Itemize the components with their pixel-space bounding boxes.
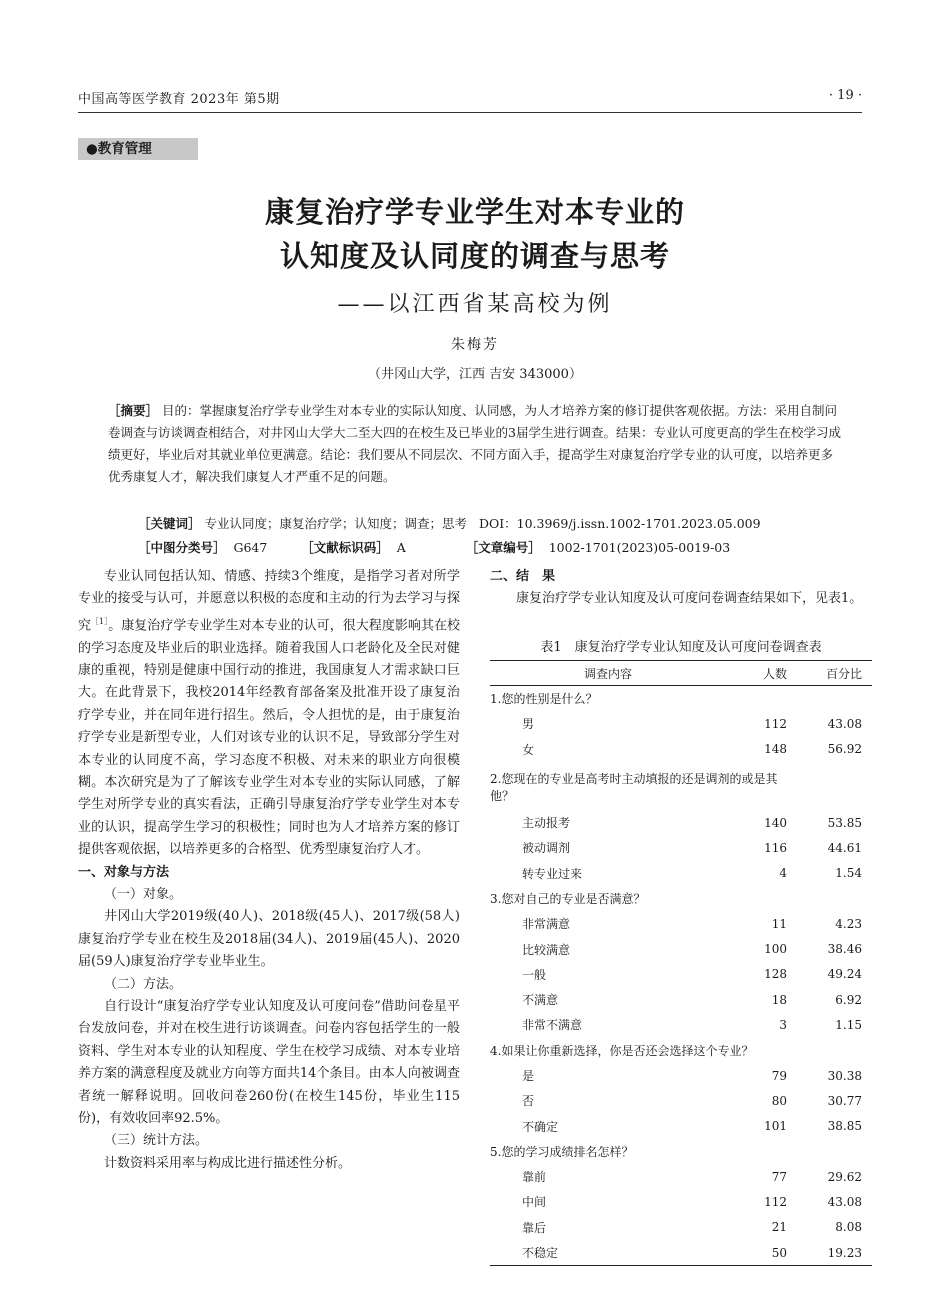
option-percent: 19.23 xyxy=(791,1240,872,1266)
right-column xyxy=(490,566,872,611)
question-5: 5.您的学习成绩排名怎样？ xyxy=(490,1144,634,1159)
affiliation: （井冈山大学，江西 吉安 343000） xyxy=(368,367,582,382)
page-number: · 19 · xyxy=(828,88,862,103)
subheading-method: （二）方法。 xyxy=(104,976,183,992)
option-percent: 38.85 xyxy=(827,1119,862,1134)
option-count: 116 xyxy=(764,840,787,855)
option-label: 靠后 xyxy=(522,1220,547,1235)
section-heading-methods: 一、对象与方法 xyxy=(78,864,170,880)
option-percent: 8.08 xyxy=(835,1220,862,1235)
option-percent: 43.08 xyxy=(827,716,862,731)
article-number-label: ［文章编号］ xyxy=(465,540,541,555)
table-row xyxy=(490,810,872,835)
article-number-value: 1002-1701(2023)05-0019-03 xyxy=(548,540,731,555)
option-count: 112 xyxy=(764,1194,787,1209)
survey-table xyxy=(490,660,872,1266)
keywords-text: 专业认同度；康复治疗学；认知度；调查；思考 xyxy=(204,516,468,531)
option-label: 不满意 xyxy=(522,993,559,1008)
option-label: 女 xyxy=(522,742,535,757)
header-percent: 百分比 xyxy=(791,661,872,686)
abstract-text: 目的：掌握康复治疗学专业学生对本专业的实际认知度、认同感，为人才培养方案的修订提供客观依据。方法：采用自制问卷调查与访谈调查相结合，对井冈山大学大二至大四的在校生及已毕业的3届学生进行调查。结果：专业认可度更高的学生在校学习成绩更好，毕业后对其就业单位更满意。结论：我们要从不同层次、不同方面入手，提高学生对康复治疗学专业的认可度，以培养更多优秀康复人才，解决我们康复人才严重不足的问题。 xyxy=(108,403,841,484)
table-row xyxy=(490,886,872,911)
table-row xyxy=(490,1164,872,1189)
subheading-stats: （三）统计方法。 xyxy=(104,1133,209,1149)
article-subtitle: ——以江西省某高校为例 xyxy=(337,292,613,317)
option-label: 男 xyxy=(522,717,535,732)
table-row xyxy=(490,1063,872,1088)
table-row xyxy=(490,1240,872,1266)
option-percent: 38.46 xyxy=(827,942,862,957)
option-label: 一般 xyxy=(522,967,547,982)
table-row xyxy=(490,1012,872,1037)
option-label: 非常不满意 xyxy=(522,1018,583,1033)
option-count: 112 xyxy=(764,716,787,731)
table-row xyxy=(490,762,872,810)
table-row xyxy=(490,936,872,961)
header-count: 人数 xyxy=(726,661,791,686)
table-row xyxy=(490,711,872,736)
option-percent: 49.24 xyxy=(827,967,862,982)
intro-text-a: 专业认同包括认知、情感、持续3个维度，是指学习者对所学专业的接受与认可，并愿意以积极的态度和主动的行为去学习与探究 xyxy=(78,569,460,634)
table-row xyxy=(490,686,872,712)
option-count: 79 xyxy=(771,1068,787,1083)
option-count: 3 xyxy=(779,1017,787,1032)
table-row xyxy=(490,1038,872,1063)
table-row xyxy=(490,835,872,860)
option-label: 主动报考 xyxy=(522,816,571,831)
classification xyxy=(138,538,730,556)
option-label: 非常满意 xyxy=(522,917,571,932)
option-count: 77 xyxy=(771,1169,787,1184)
table-row xyxy=(490,1088,872,1113)
abstract xyxy=(108,400,843,488)
stats-paragraph: 计数资料采用率与构成比进行描述性分析。 xyxy=(104,1155,352,1171)
question-4: 4.如果让你重新选择，你是否还会选择这个专业？ xyxy=(490,1043,754,1058)
option-count: 50 xyxy=(726,1240,791,1266)
option-count: 80 xyxy=(771,1093,787,1108)
table-row xyxy=(490,1113,872,1138)
question-3: 3.您对自己的专业是否满意？ xyxy=(490,891,646,906)
question-1: 1.您的性别是什么？ xyxy=(490,692,598,707)
option-count: 128 xyxy=(764,967,787,982)
method-paragraph: 自行设计“康复治疗学专业认知度及认可度问卷”借助问卷星平台发放问卷，并对在校生进行访谈调查。问卷内容包括学生的一般资料、学生对本专业的认知程度、学生在校学习成绩、对本专业培养方案的满意程度及就业方向等方面共14个条目。由本人向被调查者统一解释说明。回收问卷260份(在校生145份，毕业生115份)，有效收回率92.5%。 xyxy=(78,999,460,1127)
section-badge: ●教育管理 xyxy=(78,138,198,160)
option-label: 否 xyxy=(522,1094,535,1109)
option-label: 中间 xyxy=(522,1195,547,1210)
table-row xyxy=(490,962,872,987)
option-count: 21 xyxy=(771,1220,787,1235)
clc-label: ［中图分类号］ xyxy=(138,540,226,555)
header-item: 调查内容 xyxy=(490,661,726,686)
option-label: 靠前 xyxy=(522,1170,547,1185)
table-row xyxy=(490,1215,872,1240)
left-column xyxy=(78,566,460,1175)
table-row xyxy=(490,737,872,762)
subheading-subjects: （一）对象。 xyxy=(104,887,183,903)
table-row xyxy=(490,1139,872,1164)
option-percent: 1.15 xyxy=(835,1017,862,1032)
table-row xyxy=(490,860,872,885)
table-row xyxy=(490,987,872,1012)
doc-code-value: A xyxy=(396,540,406,555)
clc-value: G647 xyxy=(233,540,268,555)
option-count: 148 xyxy=(764,742,787,757)
option-percent: 29.62 xyxy=(827,1169,862,1184)
citation-1: ［1］ xyxy=(91,616,109,626)
keywords-label: ［关键词］ xyxy=(138,516,201,531)
section-heading-results: 二、结 果 xyxy=(490,569,556,584)
option-percent: 44.61 xyxy=(827,840,862,855)
option-count: 4 xyxy=(779,866,787,881)
table-row xyxy=(490,1189,872,1214)
journal-header: 中国高等医学教育 2023年 第5期 xyxy=(78,92,280,107)
option-label: 不确定 xyxy=(522,1119,559,1134)
header-rule xyxy=(78,112,862,113)
keywords xyxy=(138,514,761,532)
option-label: 转专业过来 xyxy=(522,866,583,881)
table-header-row xyxy=(490,661,872,686)
abstract-label: ［摘要］ xyxy=(108,403,159,418)
option-percent: 30.38 xyxy=(827,1068,862,1083)
subjects-paragraph: 井冈山大学2019级(40人)、2018级(45人)、2017级(58人)康复治疗学专业在校生及2018届(34人)、2019届(45人)、2020届(59人)康复治疗学专业毕业生。 xyxy=(78,909,460,970)
article-title-line-1: 康复治疗学专业学生对本专业的 xyxy=(264,195,685,229)
option-percent: 43.08 xyxy=(827,1194,862,1209)
option-count: 101 xyxy=(764,1119,787,1134)
intro-text-b: 。康复治疗学专业学生对本专业的认可，很大程度影响其在校的学习态度及毕业后的职业选择。随着我国人口老龄化及全民对健康的重视，特别是健康中国行动的推进，我国康复人才需求缺口巨大。在此背景下，我校2014年经教育部备案及批准开设了康复治疗学专业，并在同年进行招生。然后，令人担忧的是，由于康复治疗学专业是新型专业，人们对该专业的认识不足，导致部分学生对本专业的认同度不高，学习态度不积极、对未来的职业方向很模糊。本次研究是为了了解该专业学生对本专业的实际认同感，了解学生对所学专业的真实看法，正确引导康复治疗学专业学生对本专业的认识，提高学生学习的积极性；同时也为人才培养方案的修订提供客观依据，以培养更多的合格型、优秀型康复治疗人才。 xyxy=(78,618,460,858)
option-count: 140 xyxy=(764,815,787,830)
option-percent: 1.54 xyxy=(835,866,862,881)
option-percent: 4.23 xyxy=(835,916,862,931)
intro-paragraph xyxy=(78,566,460,862)
article-title-line-2: 认知度及认同度的调查与思考 xyxy=(279,239,670,273)
option-percent: 53.85 xyxy=(827,815,862,830)
doc-code-label: ［文献标识码］ xyxy=(301,540,389,555)
question-2: 2.您现在的专业是高考时主动填报的还是调剂的或是其他？ xyxy=(490,771,778,803)
option-label: 被动调剂 xyxy=(522,841,571,856)
table-caption: 表1 康复治疗学专业认知度及认可度问卷调查表 xyxy=(540,640,822,655)
option-count: 11 xyxy=(771,916,787,931)
option-percent: 56.92 xyxy=(827,742,862,757)
option-label: 不稳定 xyxy=(490,1240,726,1266)
option-percent: 6.92 xyxy=(835,992,862,1007)
results-paragraph: 康复治疗学专业认知度及认可度问卷调查结果如下，见表1。 xyxy=(516,591,863,607)
table-row xyxy=(490,911,872,936)
option-label: 比较满意 xyxy=(522,942,571,957)
option-count: 100 xyxy=(764,942,787,957)
option-label: 是 xyxy=(522,1069,535,1083)
option-percent: 30.77 xyxy=(827,1093,862,1108)
author: 朱梅芳 xyxy=(451,337,499,353)
doi: DOI：10.3969/j.issn.1002-1701.2023.05.009 xyxy=(478,516,761,531)
option-count: 18 xyxy=(771,992,787,1007)
